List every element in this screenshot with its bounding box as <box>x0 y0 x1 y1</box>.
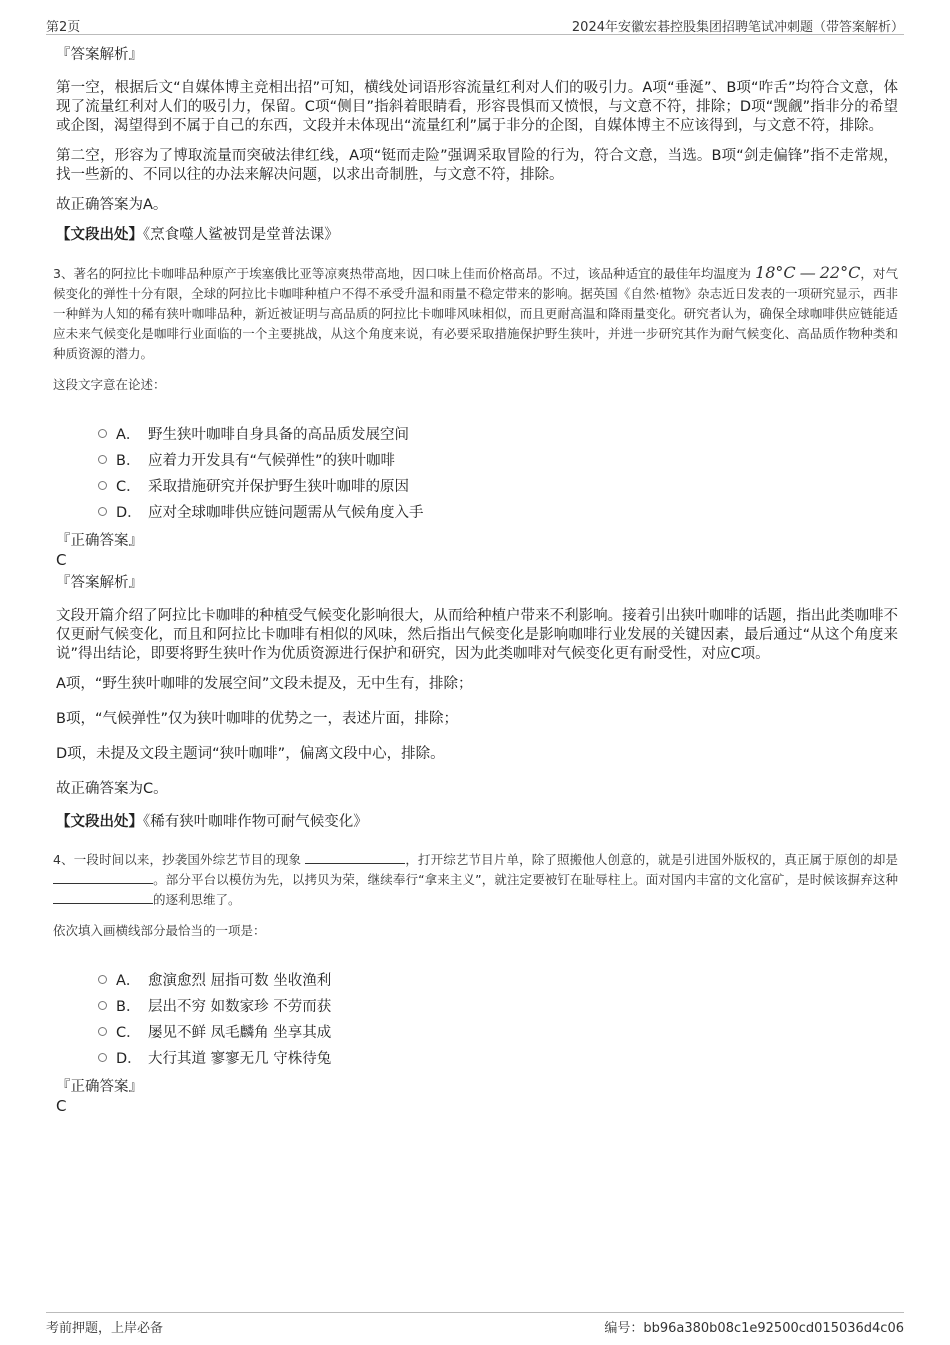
q3-option-d[interactable] <box>98 498 898 524</box>
q2-source <box>56 226 898 245</box>
q4-option-c[interactable] <box>98 1018 898 1044</box>
q3-analysis-p4: D项，未提及文段主题词“狭叶咖啡”，偏离文段中心，排除。 <box>56 746 445 762</box>
footer-code-value: bb96a380b08c1e92500cd015036d4c06 <box>643 1321 904 1336</box>
q4-question: 依次填入画横线部分最恰当的一项是： <box>53 923 266 938</box>
radio-icon[interactable] <box>98 455 107 464</box>
radio-icon[interactable] <box>98 429 107 438</box>
q4-stem-part-2: ，打开综艺节目片单，除了照搬他人创意的，就是引进国外版权的，真正属于原创的却是 <box>405 852 898 867</box>
q4-option-b[interactable] <box>98 992 898 1018</box>
footer-code-label: 编号： <box>604 1321 644 1336</box>
q4-answer: C <box>56 1097 67 1115</box>
radio-icon[interactable] <box>98 507 107 516</box>
q3-analysis-p1: 文段开篇介绍了阿拉比卡咖啡的种植受气候变化影响很大，从而给种植户带来不利影响。接着引出狭叶咖啡的话题，指出此类咖啡不仅更耐气候变化，而且和阿拉比卡咖啡有相似的风味，然后指出气候变化是影响咖啡行业发展的关键因素，最后通过“从这个角度来说”得出结论，即要将野生狭叶作为优质资源进行保护和研究，因为此类咖啡对气候变化更有耐受性，对应C项。 <box>56 608 898 662</box>
option-key: B． <box>116 998 141 1015</box>
radio-icon[interactable] <box>98 1001 107 1010</box>
q4-stem-part-4: 的逐利思维了。 <box>153 892 241 907</box>
q3-source <box>56 813 898 832</box>
option-key: D． <box>116 1050 142 1067</box>
q3-temp-low: 18°C <box>755 263 796 282</box>
q4-options <box>98 966 898 1070</box>
option-text: 大行其道 寥寥无几 守株待兔 <box>148 1050 332 1067</box>
fill-blank-1[interactable] <box>305 851 405 864</box>
option-text: 采取措施研究并保护野生狭叶咖啡的原因 <box>148 478 409 495</box>
option-key: A． <box>116 426 141 443</box>
q2-analysis-label: 『答案解析』 <box>56 47 143 63</box>
radio-icon[interactable] <box>98 975 107 984</box>
q3-question: 这段文字意在论述： <box>53 377 166 392</box>
page-header <box>46 14 904 35</box>
option-text: 屡见不鲜 凤毛麟角 坐享其成 <box>148 1024 332 1041</box>
page-number: 第2页 <box>46 20 81 35</box>
option-text: 应对全球咖啡供应链问题需从气候角度入手 <box>148 504 424 521</box>
q3-analysis-p3: B项，“气候弹性”仅为狭叶咖啡的优势之一，表述片面，排除； <box>56 711 458 727</box>
radio-icon[interactable] <box>98 1027 107 1036</box>
q4-answer-label: 『正确答案』 <box>56 1079 143 1095</box>
q2-conclusion: 故正确答案为A。 <box>56 197 168 213</box>
radio-icon[interactable] <box>98 1053 107 1062</box>
option-key: A． <box>116 972 141 989</box>
document-title: 2024年安徽宏碁控股集团招聘笔试冲刺题（带答案解析） <box>571 20 904 35</box>
q3-source-label: 【文段出处】 <box>56 814 143 830</box>
q3-conclusion: 故正确答案为C。 <box>56 781 168 797</box>
q2-analysis-p2: 第二空，形容为了博取流量而突破法律红线，A项“铤而走险”强调采取冒险的行为，符合文意，当选。B项“剑走偏锋”指不走常规，找一些新的、不同以往的办法来解决问题，以求出奇制胜，与文意不符，排除。 <box>56 148 898 183</box>
page-content <box>53 46 898 1120</box>
q2-source-title: 《烹食噬人鲨被罚是堂普法课》 <box>143 227 339 243</box>
q3-option-b[interactable] <box>98 446 898 472</box>
option-text: 野生狭叶咖啡自身具备的高品质发展空间 <box>148 426 409 443</box>
q3-stem-part-a: 3、著名的阿拉比卡咖啡品种原产于埃塞俄比亚等凉爽热带高地，因口味上佳而价格高昂。不过，该品种适宜的最佳年均温度为 <box>53 266 752 281</box>
q2-analysis-p1: 第一空，根据后文“自媒体博主竞相出招”可知，横线处词语形容流量红利对人们的吸引力。A项“垂涎”、B项“咋舌”均符合文意，体现了流量红利对人们的吸引力，保留。C项“侧目”指斜着眼睛看，形容畏惧而又愤恨，与文意不符，排除；D项“觊觎”指非分的希望或企图，渴望得到不属于自己的东西，文段并未体现出“流量红利”属于非分的企图，自媒体博主不应该得到，与文意不符，排除。 <box>56 80 898 134</box>
q3-analysis-label: 『答案解析』 <box>56 575 143 591</box>
page-footer <box>46 1312 904 1337</box>
option-text: 层出不穷 如数家珍 不劳而获 <box>148 998 332 1015</box>
option-key: B． <box>116 452 141 469</box>
q3-temp-dash: — <box>799 263 816 282</box>
fill-blank-3[interactable] <box>53 891 153 904</box>
q3-option-a[interactable] <box>98 420 898 446</box>
q3-stem <box>53 263 898 364</box>
footer-slogan: 考前押题，上岸必备 <box>46 1321 164 1336</box>
q4-stem-part-3: 。部分平台以模仿为先，以拷贝为荣，继续奉行“拿来主义”，就注定要被钉在耻辱柱上。面对国内丰富的文化富矿，是时候该摒弃这种 <box>153 872 898 887</box>
option-text: 应着力开发具有“气候弹性”的狭叶咖啡 <box>148 452 396 469</box>
q3-analysis-p2: A项，“野生狭叶咖啡的发展空间”文段未提及，无中生有，排除； <box>56 676 473 692</box>
q4-stem-part-1: 4、一段时间以来，抄袭国外综艺节目的现象 <box>53 852 302 867</box>
option-key: D． <box>116 504 142 521</box>
q3-option-c[interactable] <box>98 472 898 498</box>
q3-stem-part-b: ，对气候变化的弹性十分有限，全球的阿拉比卡咖啡种植户不得不承受升温和雨量不稳定带来的影响。据英国《自然·植物》杂志近日发表的一项研究显示，西非一种鲜为人知的稀有狭叶咖啡品种，新近被证明与高品质的阿拉比卡咖啡风味相似，而且更耐高温和降雨量变化。研究者认为，确保全球咖啡供应链能适应未来气候变化是咖啡行业面临的一个主要挑战，从这个角度来说，有必要采取措施保护野生狭叶，并进一步研究其作为耐气候变化、高品质作物种类和种质资源的潜力。 <box>53 266 898 361</box>
option-key: C． <box>116 1024 141 1041</box>
q4-stem <box>53 850 898 910</box>
option-key: C． <box>116 478 141 495</box>
q3-temp-high: 22°C <box>819 263 861 282</box>
q4-option-a[interactable] <box>98 966 898 992</box>
option-text: 愈演愈烈 屈指可数 坐收渔利 <box>148 972 332 989</box>
footer-code <box>604 1317 904 1336</box>
q3-answer: C <box>56 551 67 569</box>
q4-option-d[interactable] <box>98 1044 898 1070</box>
q3-options <box>98 420 898 524</box>
q2-source-label: 【文段出处】 <box>56 227 143 243</box>
fill-blank-2[interactable] <box>53 871 153 884</box>
radio-icon[interactable] <box>98 481 107 490</box>
q3-answer-label: 『正确答案』 <box>56 533 143 549</box>
q3-source-title: 《稀有狭叶咖啡作物可耐气候变化》 <box>143 814 368 830</box>
